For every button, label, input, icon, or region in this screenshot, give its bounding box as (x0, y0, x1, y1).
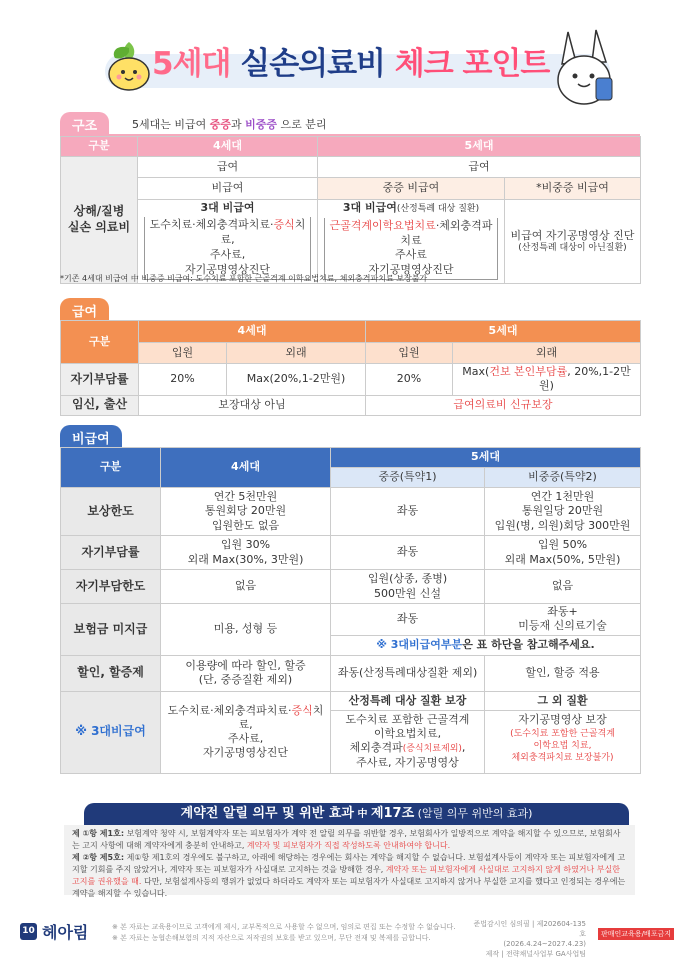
cell-4gen-benefit: 급여 (138, 157, 318, 178)
col-5gen: 5세대 (331, 448, 641, 468)
cell-5gen-nonsevere-cap: 없음 (485, 570, 641, 604)
cell-4gen-out: Max(20%,1-2만원) (227, 364, 366, 396)
col-gubun: 구분 (61, 448, 161, 488)
cell-4gen-3major (138, 200, 318, 284)
structure-footnote: *기존 4세대 비급여 中 비중증 비급여: 도수치료 포함한 근골격계 이학요법치료, 체외충격파치료 보장불가 (60, 274, 428, 283)
rabbit-mascot-icon (548, 28, 622, 112)
severe-3major-body: 도수치료 포함한 근골격계 이학요법치료, 체외충격파(증식치료제외), 주사료, 자기공명영상 (345, 712, 470, 770)
cell-4gen-pregnancy: 보장대상 아님 (139, 395, 366, 415)
severe-3major-head: 산정특례 대상 질환 보장 (331, 692, 484, 711)
row-label-pregnancy: 임신, 출산 (61, 395, 139, 415)
page-title: 5세대 실손의료비 체크 포인트 (152, 46, 550, 82)
cell-4gen-limit: 연간 5천만원 통원회당 20만원 입원한도 없음 (161, 488, 331, 536)
3major-box: 도수치료·체외충격파치료·증식치료, 주사료, 자기공명영상진단 (144, 217, 311, 279)
nonbenefit-table (60, 447, 641, 774)
col-5gen-severe: 중증(특약1) (331, 468, 485, 488)
benefit-section-tab: 급여 (60, 298, 109, 320)
sprout-mascot-icon (103, 38, 155, 92)
row-label-limit: 보상한도 (61, 488, 161, 536)
severe-3major-box: 근골격계이학요법치료·체외충격파치료 주사료 자기공명영상진단 (324, 218, 498, 280)
law-paragraph-1: 제 ①항 제1호: 보험계약 청약 시, 보험계약자 또는 피보험자가 계약 전 알릴 의무를 위반할 경우, 보험회사가 일방적으로 계약을 해지할 수 있으므로, 보험회사는 고지 사항에 대해 계약자에게 충분히 안내하고, 계약자 및 피보험자가 직접 작성하도록 안내하여야 합니다. (72, 829, 621, 850)
cell-5gen-nonsevere-limit: 연간 1천만원 통원일당 20만원 입원(병, 의원)회당 300만원 (485, 488, 641, 536)
page-header (0, 0, 699, 108)
footer-codes: 준법감시인 심의필 | 제202604-135호 (2026.4.24~2027.4.23) 제작 | 전략채널사업부 GA사업팀 (473, 920, 586, 958)
3major-title: 3대 비급여 (200, 201, 255, 215)
cell-5gen-nonsevere: *비중증 비급여 (505, 178, 641, 200)
cell-4gen-nonbenefit: 비급여 (138, 178, 318, 200)
distribution-badge: 판매인교육용/배포금지 (598, 928, 674, 940)
row-label-unpaid: 보험금 미지급 (61, 604, 161, 656)
row-label-copay: 자기부담률 (61, 364, 139, 396)
cell-5gen-severe: 중증 비급여 (318, 178, 505, 200)
col-4gen-out: 외래 (227, 343, 366, 364)
cell-5gen-nonsevere-mri: 비급여 자기공명영상 진단 (산정특례 대상이 아닌질환) (505, 200, 641, 284)
cell-4gen-discount: 이용량에 따라 할인, 할증 (단, 중증질환 제외) (161, 655, 331, 691)
cell-5gen-severe-limit: 좌동 (331, 488, 485, 536)
nonbenefit-section-tab: 비급여 (60, 425, 122, 447)
nonsevere-3major-body: 자기공명영상 보장 (518, 712, 607, 726)
law-paragraph-2: 제 ②항 제5호: 제①항 제1호의 경우에도 불구하고, 아래에 해당하는 경우에는 회사는 계약을 해지할 수 없습니다. 보험설계사등이 계약자 또는 피보험자에게 고지할 기회를 주지 않았거나, 계약자 또는 피보험자가 사실대로 고지하는 것을 방해한 경우, 계약자 또는 피보험자에게 사실대로 고지하지 않게 하였거나 부실한 고지를 권유했을 때. 다만, 보험설계사등의 행위가 없었다 하더라도 계약자 또는 피보험자가 사실대로 고지하지 않거나 부실한 고지를 했다고 인정되는 경우에는 계약을 해지할 수 있습니다. (72, 853, 626, 898)
law-title: 계약전 알릴 의무 및 위반 효과 中 제17조 (알릴 의무 위반의 효과) (84, 803, 629, 825)
cell-5gen-severe-3major: 3대 비급여(산정특례 대상 질환) 근골격계이학요법치료·체외충격파치료 주사료 자기공명영상진단 (318, 200, 505, 284)
structure-subtitle: 5세대는 비급여 중증과 비중증 으로 분리 (132, 118, 327, 131)
col-4gen: 4세대 (138, 137, 318, 157)
cell-5gen-severe-3major (331, 691, 485, 773)
row-label-cap: 자기부담한도 (61, 570, 161, 604)
page-footer (0, 915, 699, 963)
footer-notes: ※ 본 자료는 교육용이므로 고객에게 제시, 교부목적으로 사용할 수 없으며, 임의로 편집 또는 수정할 수 없습니다. ※ 본 자료는 농협손해보험의 지적 자산으로 저작권의 보호를 받고 있으며, 무단 전재 및 복제를 금합니다. (112, 923, 456, 942)
col-gubun: 구분 (61, 321, 139, 364)
row-label-copay: 자기부담률 (61, 536, 161, 570)
cell-4gen-in: 20% (139, 364, 227, 396)
cell-5gen-severe-copay: 좌동 (331, 536, 485, 570)
cell-5gen-nonsevere-unpaid: 좌동+ 미등재 신의료기술 (485, 604, 641, 636)
cell-5gen-severe-discount: 좌동(산정특례대상질환 제외) (331, 655, 485, 691)
cell-5gen-in: 20% (366, 364, 453, 396)
cell-4gen-3major: 도수치료·체외충격파치료·증식치료, 주사료, 자기공명영상진단 (161, 691, 331, 773)
col-5gen-out: 외래 (453, 343, 641, 364)
structure-table (60, 136, 641, 284)
col-5gen-in: 입원 (366, 343, 453, 364)
col-5gen-nonsevere: 비중증(특약2) (485, 468, 641, 488)
col-gubun: 구분 (61, 137, 138, 157)
col-5gen: 5세대 (318, 137, 641, 157)
benefit-table (60, 320, 641, 416)
structure-section-tab: 구조 (60, 112, 109, 134)
law-body (64, 825, 635, 898)
cell-5gen-benefit: 급여 (318, 157, 641, 178)
cell-5gen-nonsevere-discount: 할인, 할증 적용 (485, 655, 641, 691)
row-label-injury: 상해/질병 실손 의료비 (61, 157, 138, 284)
cell-4gen-copay: 입원 30% 외래 Max(30%, 3만원) (161, 536, 331, 570)
page-number: 10 (20, 923, 37, 940)
cell-5gen-severe-unpaid: 좌동 (331, 604, 485, 636)
cell-unpaid-note: ※ 3대비급여부분은 표 하단을 참고해주세요. (331, 635, 641, 655)
cell-5gen-severe-cap: 입원(상종, 종병) 500만원 신설 (331, 570, 485, 604)
col-4gen-in: 입원 (139, 343, 227, 364)
cell-4gen-unpaid: 미용, 성형 등 (161, 604, 331, 656)
col-4gen: 4세대 (161, 448, 331, 488)
cell-5gen-nonsevere-copay: 입원 50% 외래 Max(50%, 5만원) (485, 536, 641, 570)
cell-5gen-nonsevere-3major (485, 691, 641, 773)
nonsevere-3major-note: (도수치료 포함한 근골격계 이학요법 치료, 체외충격파치료 보장불가) (510, 729, 615, 763)
brand-logo: 헤아림 (42, 923, 89, 942)
row-label-3major: ※ 3대비급여 (61, 691, 161, 773)
nonsevere-3major-head: 그 외 질환 (485, 692, 640, 711)
cell-5gen-pregnancy: 급여의료비 신규보장 (366, 395, 641, 415)
row-label-discount: 할인, 할증제 (61, 655, 161, 691)
cell-5gen-out: Max(건보 본인부담률, 20%,1-2만원) (453, 364, 641, 396)
cell-4gen-cap: 없음 (161, 570, 331, 604)
col-4gen: 4세대 (139, 321, 366, 343)
col-5gen: 5세대 (366, 321, 641, 343)
